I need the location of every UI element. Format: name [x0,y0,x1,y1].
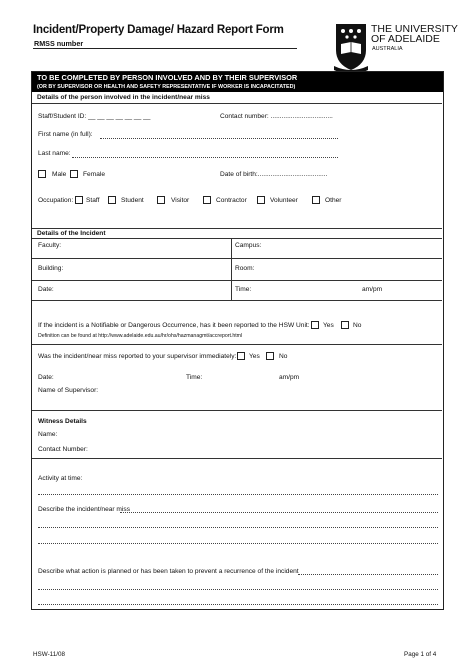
occupation-contractor-checkbox[interactable] [203,196,211,204]
divider [32,458,442,459]
hsw-definition-link[interactable]: Definition can be found at http://www.adelaide.edu.au/hr/ohs/hazmanagmt/accreport.html [38,333,243,339]
female-checkbox[interactable] [70,170,78,178]
rmss-label: RMSS number [34,39,84,48]
rmss-underline [33,48,297,49]
activity-input[interactable] [38,494,438,495]
hsw-yes-checkbox[interactable] [311,321,319,329]
describe-incident-input-line3[interactable] [38,543,438,544]
occupation-label: Occupation: [38,197,74,204]
occupation-visitor-checkbox[interactable] [157,196,165,204]
divider [231,238,232,300]
occupation-other-checkbox[interactable] [312,196,320,204]
last-name-label: Last name: [38,150,71,157]
divider [32,258,442,259]
describe-incident-input-line2[interactable] [38,527,438,528]
incident-date-field[interactable]: Date: [38,286,54,293]
occupation-volunteer-checkbox[interactable] [257,196,265,204]
banner-title: TO BE COMPLETED BY PERSON INVOLVED AND BY THEIR SUPERVISOR [32,72,443,83]
university-crest-logo [334,22,368,72]
divider [32,103,442,104]
incident-time-field[interactable]: Time: [235,286,252,293]
occupation-volunteer-label: Volunteer [270,197,298,204]
witness-section-title: Witness Details [38,418,87,425]
occupation-staff-checkbox[interactable] [75,196,83,204]
supervisor-date-field[interactable]: Date: [38,374,54,381]
hsw-yes-label: Yes [323,322,334,329]
first-name-input[interactable] [100,138,338,139]
supervisor-yes-checkbox[interactable] [237,352,245,360]
campus-field[interactable]: Campus: [235,242,262,249]
divider [32,410,442,411]
form-title: Incident/Property Damage/ Hazard Report Form [33,24,284,36]
supervisor-name-field[interactable]: Name of Supervisor: [38,387,99,394]
witness-contact-field[interactable]: Contact Number: [38,446,88,453]
university-country: AUSTRALIA [372,46,403,52]
last-name-input[interactable] [72,157,338,158]
room-field[interactable]: Room: [235,265,255,272]
describe-incident-input-line1[interactable] [120,512,438,513]
supervisor-question: Was the incident/near miss reported to your supervisor immediately: [38,353,237,360]
faculty-field[interactable]: Faculty: [38,242,62,249]
person-section-title: Details of the person involved in the incident/near miss [37,94,210,101]
activity-label: Activity at time: [38,475,83,482]
supervisor-no-label: No [279,353,288,360]
divider [32,228,442,229]
university-name-line2: OF ADELAIDE [371,33,440,45]
divider [32,238,442,239]
divider [32,280,442,281]
banner-subtitle: (OR BY SUPERVISOR OR HEALTH AND SAFETY REPRESENTATIVE IF WORKER IS INCAPACITATED) [32,83,443,92]
supervisor-yes-label: Yes [249,353,260,360]
occupation-staff-label: Staff [86,197,100,204]
supervisor-time-field[interactable]: Time: [186,374,203,381]
female-label: Female [83,171,105,178]
occupation-contractor-label: Contractor [216,197,247,204]
contact-number-field[interactable]: Contact number: .................................. [220,113,333,120]
action-planned-label: Describe what action is planned or has been taken to prevent a recurrence of the incident [38,568,299,575]
building-field[interactable]: Building: [38,265,64,272]
describe-incident-label: Describe the incident/near miss [38,506,130,513]
staff-id-field[interactable]: Staff/Student ID: __ __ __ __ __ __ __ [38,113,151,120]
hsw-no-label: No [353,322,362,329]
incident-ampm-label: am/pm [362,286,383,293]
occupation-other-label: Other [325,197,342,204]
date-of-birth-field[interactable]: Date of birth:...................................... [220,171,328,178]
male-checkbox[interactable] [38,170,46,178]
first-name-label: First name (in full): [38,131,93,138]
form-code: HSW-11/08 [33,651,65,658]
occupation-student-checkbox[interactable] [108,196,116,204]
action-planned-input-line2[interactable] [38,589,438,590]
occupation-visitor-label: Visitor [171,197,190,204]
incident-section-title: Details of the Incident [37,230,106,237]
action-planned-input-line3[interactable] [38,604,438,605]
action-planned-input-line1[interactable] [298,574,438,575]
form-frame [31,71,444,610]
divider [32,300,442,301]
hsw-question: If the incident is a Notifiable or Dangerous Occurrence, has it been reported to the HSW Unit: [38,322,310,329]
occupation-student-label: Student [121,197,144,204]
hsw-no-checkbox[interactable] [341,321,349,329]
supervisor-no-checkbox[interactable] [266,352,274,360]
supervisor-ampm-label: am/pm [279,374,300,381]
divider [32,344,442,345]
page-number: Page 1 of 4 [404,651,437,658]
witness-name-field[interactable]: Name: [38,431,58,438]
male-label: Male [52,171,67,178]
university-name-line1: THE UNIVERSITY [371,23,458,35]
